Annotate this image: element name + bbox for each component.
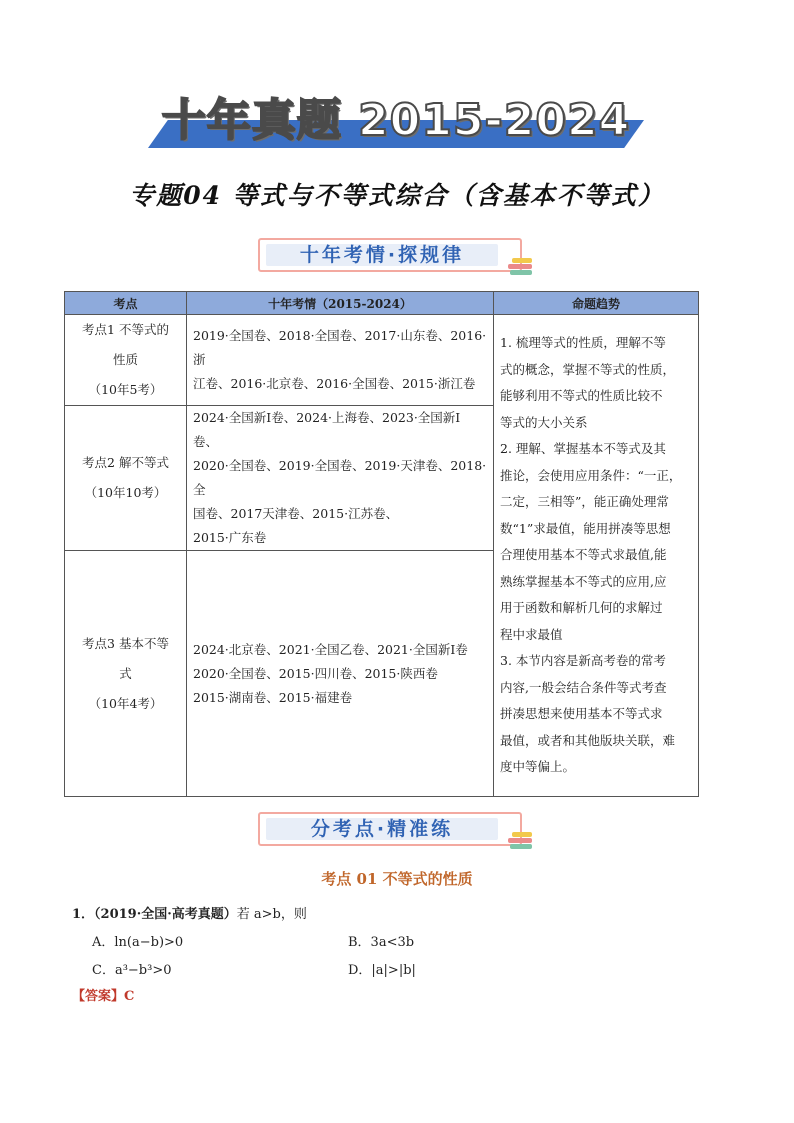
header-knowledge-point: 考点 [65,292,187,315]
exam-years-cell: 2019·全国卷、2018·全国卷、2017·山东卷、2016·浙 江卷、2016·北京卷、2016·全国卷、2015·浙江卷 [187,315,494,406]
section-header-exam-trend [258,238,522,272]
option-b: B．3a<3b [348,935,415,950]
banner-title: 十年真题 2015-2024 [161,95,631,146]
knowledge-point-cell: 考点2 解不等式 （10年10考） [65,406,187,551]
header-ten-year-exams: 十年考情（2015-2024） [187,292,494,315]
section-title: 分考点·精准练 [266,818,498,840]
question-stem: 若 a>b，则 [236,907,307,922]
table-header-row [65,292,699,315]
exam-years-cell: 2024·北京卷、2021·全国乙卷、2021·全国新Ⅰ卷 2020·全国卷、2015·四川卷、2015·陕西卷 2015·湖南卷、2015·福建卷 [187,551,494,797]
question-1 [72,903,307,922]
knowledge-point-cell: 考点1 不等式的 性质 （10年5考） [65,315,187,406]
question-source: （2019·全国·高考真题） [94,907,237,922]
exam-years-cell: 2024·全国新Ⅰ卷、2024·上海卷、2023·全国新Ⅰ 卷、 2020·全国卷、2019·全国卷、2019·天津卷、2018·全 国卷、2017天津卷、2015·江苏卷、 2015·广东卷 [187,406,494,551]
banner [148,92,644,154]
knowledge-point-cell: 考点3 基本不等 式 （10年4考） [65,551,187,797]
table-row [65,315,699,406]
exam-analysis-table [64,291,699,797]
section-header-practice [258,812,522,846]
trend-cell: 1. 梳理等式的性质，理解不等 式的概念，掌握不等式的性质， 能够利用不等式的性质比较不 等式的大小关系 2. 理解、掌握基本不等式及其 推论，会使用应用条件：“一正， 二定，三相等”，能正确处理常 数“1”求最值，能用拼凑等思想 合理使用基本不等式求最值,能 熟练掌握基本不等式的应用,应 用于函数和解析几何的求解过 程中求最值 3. 本节内容是新高考卷的常考 内容,一般会结合条件等式考查 拼凑思想来使用基本不等式求 最值，或者和其他版块关联，难 度中等偏上。 [494,315,699,797]
section-title: 十年考情·探规律 [266,244,498,266]
header-trend: 命题趋势 [494,292,699,315]
option-d: D．|a|>|b| [348,963,416,978]
option-a: A．ln(a−b)>0 [92,935,184,950]
option-c: C．a³−b³>0 [92,963,172,978]
question-number: 1． [72,907,95,922]
knowledge-point-heading: 考点 01 不等式的性质 [321,870,473,888]
books-icon [506,256,534,278]
document-title: 专题04 等式与不等式综合（含基本不等式） [129,181,665,210]
answer-label: 【答案】C [72,989,135,1004]
books-icon [506,830,534,852]
